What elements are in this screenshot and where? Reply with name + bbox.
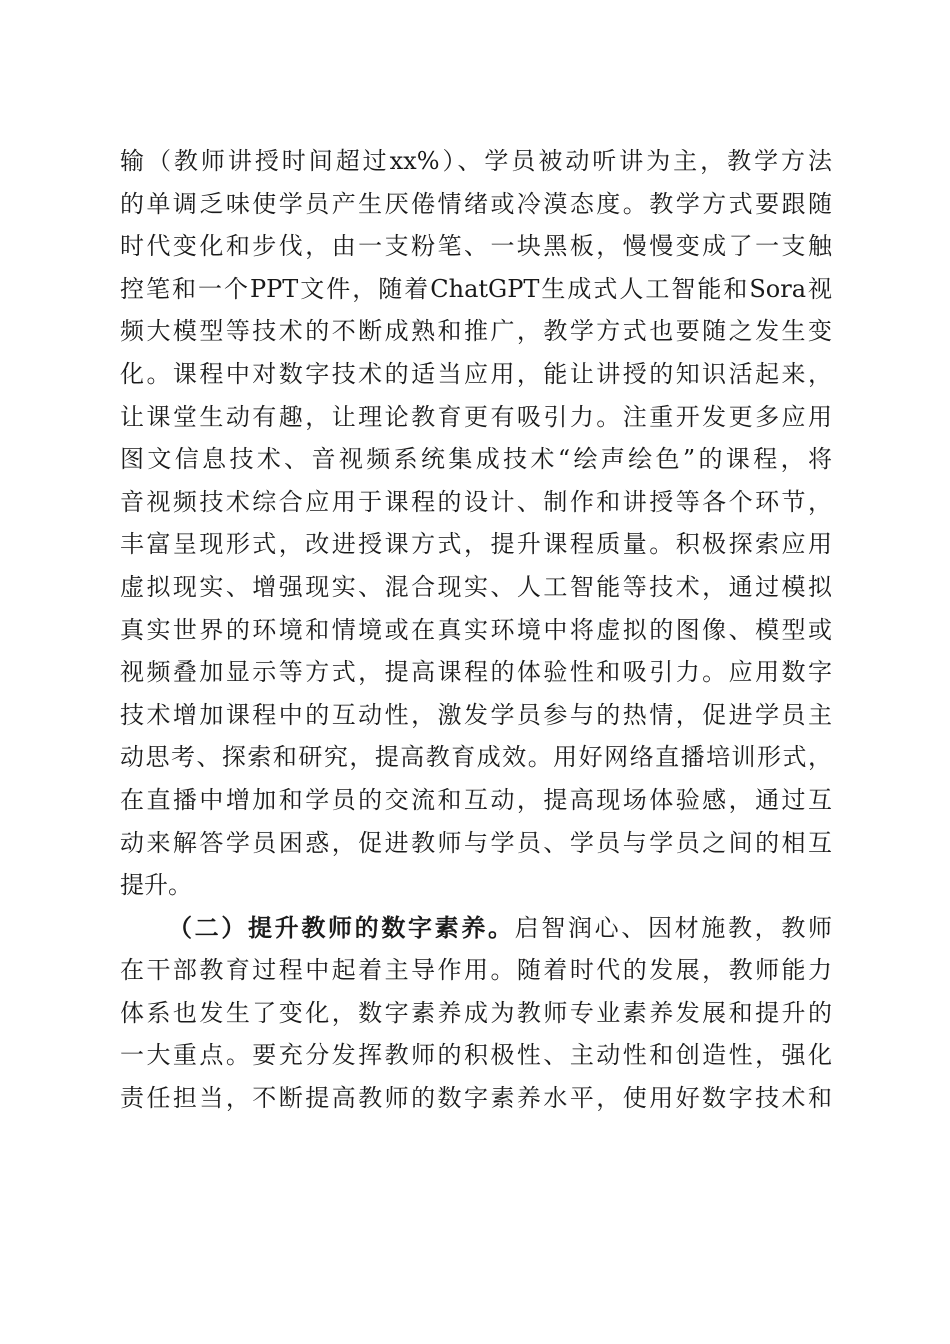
text-line: 频大模型等技术的不断成熟和推广，教学方式也要随之发生变 <box>120 317 832 346</box>
text-line: 责任担当，不断提高教师的数字素养水平，使用好数字技术和 <box>120 1084 832 1113</box>
text-line: 动来解答学员困惑，促进教师与学员、学员与学员之间的相互 <box>120 828 832 857</box>
heading-line-text: 启智润心、因材施教，教师 <box>514 913 833 942</box>
text-line: 控笔和一个PPT文件，随着ChatGPT生成式人工智能和Sora视 <box>120 274 832 303</box>
text-line: 一大重点。要充分发挥教师的积极性、主动性和创造性，强化 <box>120 1041 832 1070</box>
text-line: 虚拟现实、增强现实、混合现实、人工智能等技术，通过模拟 <box>120 572 832 601</box>
text-line: 体系也发生了变化，数字素养成为教师专业素养发展和提升的 <box>120 998 832 1027</box>
text-line: 技术增加课程中的互动性，激发学员参与的热情，促进学员主 <box>120 700 832 729</box>
text-line: 丰富呈现形式，改进授课方式，提升课程质量。积极探索应用 <box>120 530 832 559</box>
text-line: 时代变化和步伐，由一支粉笔、一块黑板，慢慢变成了一支触 <box>120 232 832 261</box>
paragraph-body-1 <box>120 140 832 907</box>
section-heading: （二）提升教师的数字素养。 <box>168 912 515 942</box>
text-line: 真实世界的环境和情境或在真实环境中将虚拟的图像、模型或 <box>120 615 832 644</box>
text-line: 在干部教育过程中起着主导作用。随着时代的发展，教师能力 <box>120 956 832 985</box>
text-line: 输（教师讲授时间超过xx%）、学员被动听讲为主，教学方法 <box>120 147 832 175</box>
text-line: 提升。 <box>120 871 192 900</box>
text-line: 动思考、探索和研究，提高教育成效。用好网络直播培训形式， <box>120 743 832 772</box>
text-line: 音视频技术综合应用于课程的设计、制作和讲授等各个环节， <box>120 487 832 516</box>
text-line: 在直播中增加和学员的交流和互动，提高现场体验感，通过互 <box>120 785 832 814</box>
text-line: 视频叠加显示等方式，提高课程的体验性和吸引力。应用数字 <box>120 658 832 687</box>
paragraph-first-line <box>120 907 832 950</box>
text-line: 化。课程中对数字技术的适当应用，能让讲授的知识活起来， <box>120 359 832 388</box>
text-line: 图文信息技术、音视频系统集成技术“绘声绘色”的课程，将 <box>120 445 832 474</box>
document-page <box>120 140 832 1120</box>
paragraph-body-2 <box>120 907 832 1120</box>
text-line: 的单调乏味使学员产生厌倦情绪或冷漠态度。教学方式要跟随 <box>120 189 832 218</box>
text-line: 让课堂生动有趣，让理论教育更有吸引力。注重开发更多应用 <box>120 402 832 431</box>
